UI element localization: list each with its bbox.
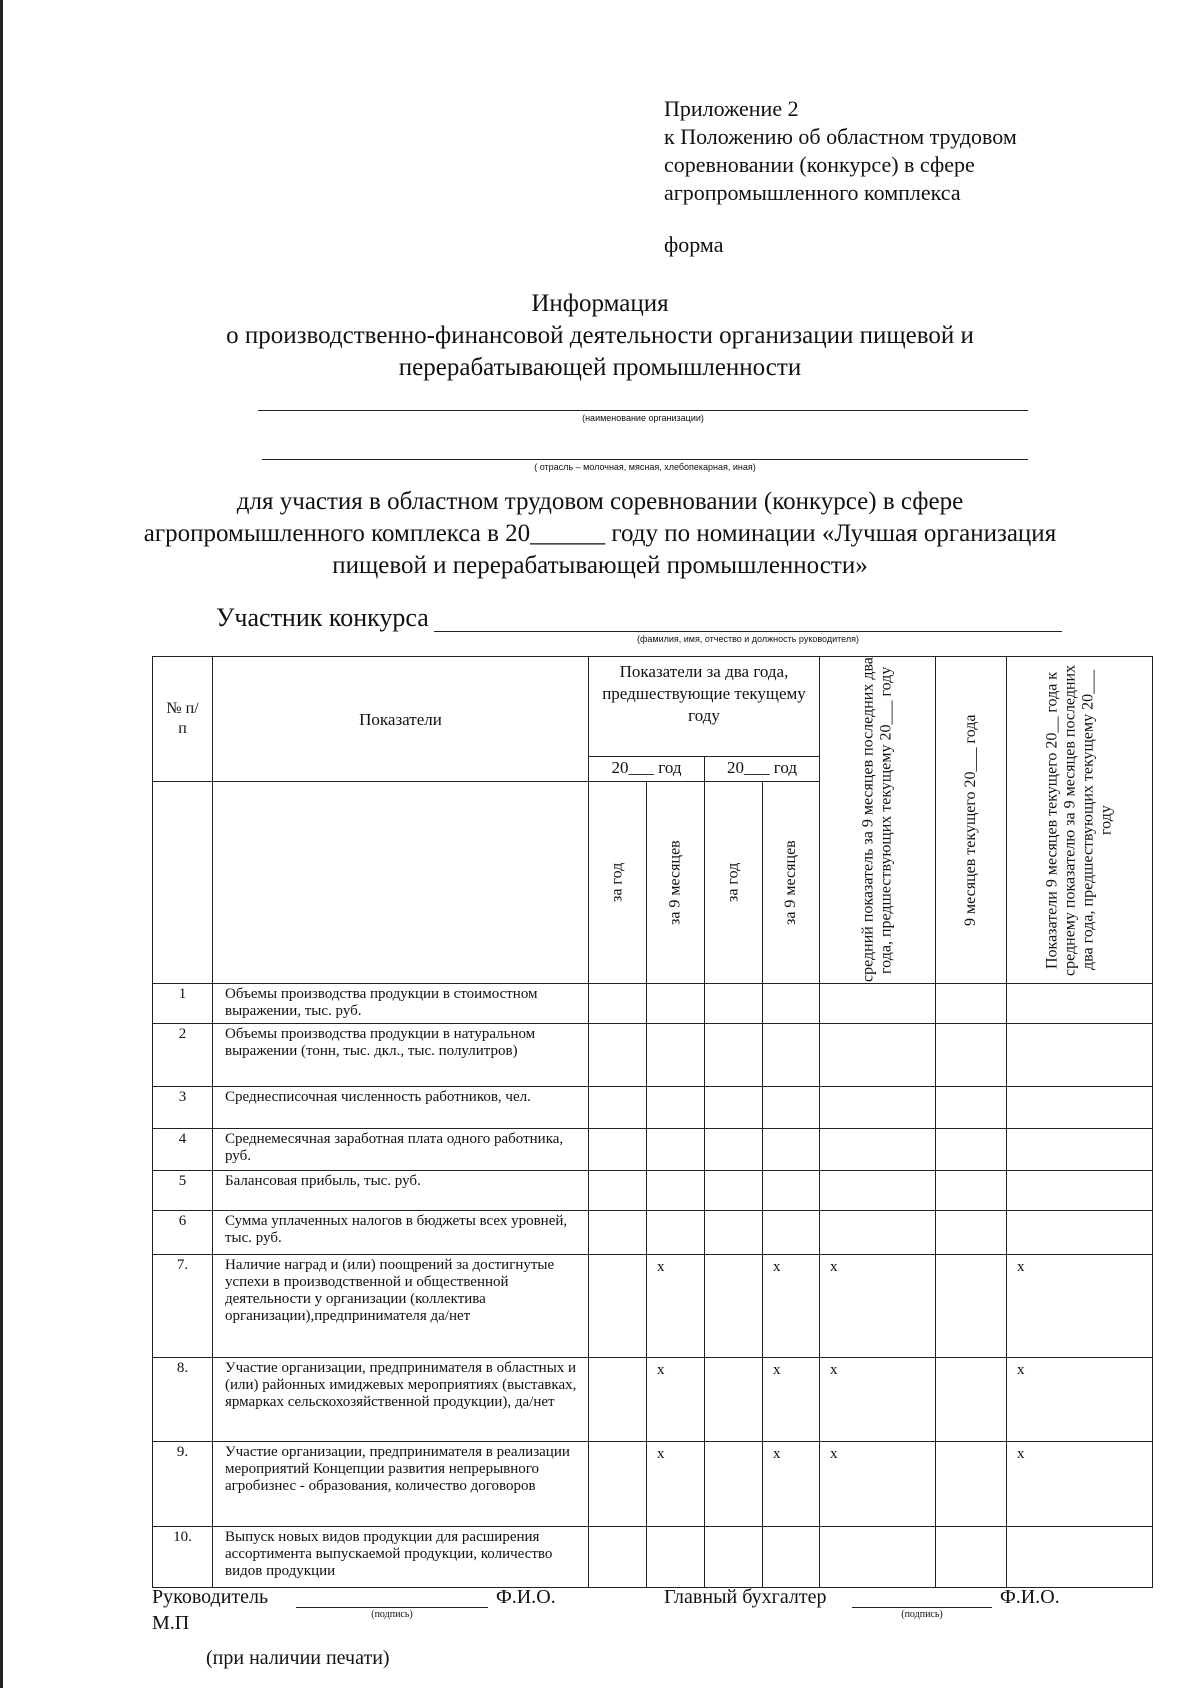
row-indicator: Среднесписочная численность работников, чел. [213, 1087, 589, 1129]
table-row [153, 1024, 1153, 1087]
title-line-2: о производственно-финансовой деятельности организации пищевой и [226, 322, 974, 349]
row-num: 3 [153, 1087, 213, 1129]
appendix-line-2: к Положению об областном трудовом [664, 124, 1017, 149]
x-mark: х [820, 1255, 936, 1358]
table-row [153, 1211, 1153, 1255]
appendix-block [664, 95, 1017, 207]
cell[interactable] [589, 1358, 647, 1442]
header-y1-year [589, 782, 647, 984]
row-num: 6 [153, 1211, 213, 1255]
cell[interactable] [1007, 1527, 1153, 1588]
page-edge [0, 0, 3, 1688]
header-year-2: 20___ год [705, 757, 820, 782]
participant-line[interactable] [434, 631, 1062, 632]
cell[interactable] [589, 1129, 647, 1171]
x-mark: х [647, 1442, 705, 1527]
stamp-note: (при наличии печати) [206, 1647, 390, 1669]
participant-label: Участник конкурса [216, 603, 429, 632]
cell[interactable] [820, 984, 936, 1024]
cell[interactable] [936, 1171, 1007, 1211]
cell[interactable] [705, 1087, 763, 1129]
header-ratio [1007, 657, 1153, 984]
cell[interactable] [647, 1171, 705, 1211]
title-line-1: Информация [531, 290, 669, 317]
cell[interactable] [647, 1129, 705, 1171]
cell[interactable] [936, 1129, 1007, 1171]
cell[interactable] [936, 1255, 1007, 1358]
row-indicator: Выпуск новых видов продукции для расширения ассортимента выпускаемой продукции, количество видов продукции [213, 1527, 589, 1588]
participant-caption: (фамилия, имя, отчество и должность руководителя) [636, 634, 859, 644]
cell[interactable] [763, 1527, 820, 1588]
purpose-line-3: пищевой и перерабатывающей промышленности» [332, 552, 868, 579]
purpose-line-2: агропромышленного комплекса в 20______ году по номинации «Лучшая организация [143, 520, 1057, 547]
cell[interactable] [705, 1527, 763, 1588]
appendix-line-1: Приложение 2 [664, 96, 799, 121]
cell[interactable] [820, 1087, 936, 1129]
cell[interactable] [647, 1024, 705, 1087]
header-y2-year-text: за год [724, 862, 742, 903]
title-line-3: перерабатывающей промышленности [398, 354, 802, 381]
x-mark: х [820, 1442, 936, 1527]
cell[interactable] [1007, 1211, 1153, 1255]
x-mark: х [647, 1358, 705, 1442]
table-row [153, 984, 1153, 1024]
appendix-line-3: соревновании (конкурсе) в сфере [664, 152, 975, 177]
table-row [153, 1087, 1153, 1129]
cell[interactable] [936, 1211, 1007, 1255]
cell[interactable] [1007, 1024, 1153, 1087]
cell[interactable] [820, 1024, 936, 1087]
head-signature-line[interactable] [296, 1607, 488, 1608]
row-num: 9. [153, 1442, 213, 1527]
cell[interactable] [820, 1211, 936, 1255]
row-indicator: Объемы производства продукции в натуральном выражении (тонн, тыс. дкл., тыс. полулитров) [213, 1024, 589, 1087]
row-indicator: Балансовая прибыль, тыс. руб. [213, 1171, 589, 1211]
header-ratio-text: Показатели 9 месяцев текущего 20__ года к среднему показателю за 9 месяцев последних два года, предшествующих текущему 20___ году [1043, 664, 1115, 976]
cell[interactable] [705, 1024, 763, 1087]
header-average [820, 657, 936, 984]
header-y2-9m-text: за 9 месяцев [782, 840, 799, 925]
x-mark: х [1007, 1442, 1153, 1527]
accountant-fio: Ф.И.О. [1000, 1586, 1060, 1608]
cell[interactable] [936, 984, 1007, 1024]
x-mark: х [763, 1442, 820, 1527]
org-name-line[interactable] [258, 410, 1028, 411]
purpose-line-1: для участия в областном трудовом соревновании (конкурсе) в сфере [236, 488, 964, 515]
cell[interactable] [647, 1087, 705, 1129]
cell[interactable] [936, 1024, 1007, 1087]
accountant-label: Главный бухгалтер [664, 1586, 827, 1608]
row-num: 7. [153, 1255, 213, 1358]
cell[interactable] [647, 984, 705, 1024]
cell[interactable] [589, 984, 647, 1024]
header-indicator-fill [213, 782, 589, 984]
cell[interactable] [820, 1171, 936, 1211]
stamp-label: М.П [152, 1612, 190, 1634]
row-indicator: Сумма уплаченных налогов в бюджеты всех уровней, тыс. руб. [213, 1211, 589, 1255]
row-num: 4 [153, 1129, 213, 1171]
cell[interactable] [705, 984, 763, 1024]
cell[interactable] [763, 1211, 820, 1255]
cell[interactable] [705, 1442, 763, 1527]
header-year-1: 20___ год [589, 757, 705, 782]
row-indicator: Наличие наград и (или) поощрений за достигнутые успехи в производственной и общественной деятельности у организации (коллектива организации),предпринимателя да/нет [213, 1255, 589, 1358]
cell[interactable] [705, 1255, 763, 1358]
header-y2-year [705, 782, 763, 984]
head-label: Руководитель [152, 1586, 269, 1608]
row-num: 5 [153, 1171, 213, 1211]
table-row [153, 1442, 1153, 1527]
cell[interactable] [589, 1442, 647, 1527]
cell[interactable] [647, 1211, 705, 1255]
row-indicator: Участие организации, предпринимателя в реализации мероприятий Концепции развития непрерывного агробизнес - образования, количество договоров [213, 1442, 589, 1527]
accountant-signature-line[interactable] [852, 1607, 992, 1608]
row-num: 1 [153, 984, 213, 1024]
header-current-text: 9 месяцев текущего 20___ года [962, 714, 979, 926]
x-mark: х [763, 1255, 820, 1358]
cell[interactable] [936, 1087, 1007, 1129]
header-num-fill [153, 782, 213, 984]
header-average-text: средний показатель за 9 месяцев последних два года, предшествующих текущему 20___ году [859, 657, 895, 983]
header-y1-9m-text: за 9 месяцев [666, 840, 684, 925]
row-num: 10. [153, 1527, 213, 1588]
cell[interactable] [820, 1129, 936, 1171]
header-y2-9m [763, 782, 820, 984]
cell[interactable] [820, 1527, 936, 1588]
row-num: 8. [153, 1358, 213, 1442]
x-mark: х [763, 1358, 820, 1442]
org-name-caption: (наименование организации) [582, 413, 704, 423]
cell[interactable] [705, 1171, 763, 1211]
row-num: 2 [153, 1024, 213, 1087]
header-current [936, 657, 1007, 984]
cell[interactable] [589, 1255, 647, 1358]
cell[interactable] [705, 1211, 763, 1255]
cell[interactable] [1007, 1171, 1153, 1211]
header-y1-9m [647, 782, 705, 984]
header-two-years [589, 657, 820, 757]
cell[interactable] [589, 1527, 647, 1588]
table-row [153, 1527, 1153, 1588]
x-mark: х [820, 1358, 936, 1442]
header-num: № п/п [153, 657, 213, 782]
cell[interactable] [705, 1358, 763, 1442]
header-two-years-text: Показатели за два года, предшествующие текущему году [602, 662, 806, 725]
cell[interactable] [705, 1129, 763, 1171]
x-mark: х [1007, 1255, 1153, 1358]
header-y1-year-text: за год [608, 862, 626, 903]
table-row [153, 1358, 1153, 1442]
table-row [153, 1255, 1153, 1358]
cell[interactable] [1007, 1087, 1153, 1129]
row-indicator: Участие организации, предпринимателя в областных и (или) районных имиджевых мероприятиях (выставках, ярмарках сельскохозяйственной продукции), да/нет [213, 1358, 589, 1442]
cell[interactable] [936, 1527, 1007, 1588]
table-row [153, 1171, 1153, 1211]
cell[interactable] [936, 1442, 1007, 1527]
appendix-line-4: агропромышленного комплекса [664, 180, 961, 205]
cell[interactable] [763, 1087, 820, 1129]
cell[interactable] [589, 1211, 647, 1255]
industry-line[interactable] [262, 459, 1028, 460]
x-mark: х [1007, 1358, 1153, 1442]
head-signature-caption: (подпись) [371, 1609, 413, 1620]
cell[interactable] [763, 984, 820, 1024]
cell[interactable] [936, 1358, 1007, 1442]
indicators-table [152, 656, 1153, 1588]
accountant-signature-caption: (подпись) [901, 1609, 943, 1620]
cell[interactable] [589, 1171, 647, 1211]
row-indicator: Объемы производства продукции в стоимостном выражении, тыс. руб. [213, 984, 589, 1024]
cell[interactable] [1007, 1129, 1153, 1171]
cell[interactable] [589, 1087, 647, 1129]
cell[interactable] [763, 1171, 820, 1211]
cell[interactable] [763, 1129, 820, 1171]
head-fio: Ф.И.О. [496, 1586, 556, 1608]
header-indicator: Показатели [213, 657, 589, 782]
x-mark: х [647, 1255, 705, 1358]
cell[interactable] [1007, 984, 1153, 1024]
table-row [153, 1129, 1153, 1171]
cell[interactable] [589, 1024, 647, 1087]
form-label: форма [664, 232, 724, 257]
row-indicator: Среднемесячная заработная плата одного работника, руб. [213, 1129, 589, 1171]
industry-caption: ( отрасль – молочная, мясная, хлебопекарная, иная) [534, 462, 756, 472]
cell[interactable] [647, 1527, 705, 1588]
cell[interactable] [763, 1024, 820, 1087]
